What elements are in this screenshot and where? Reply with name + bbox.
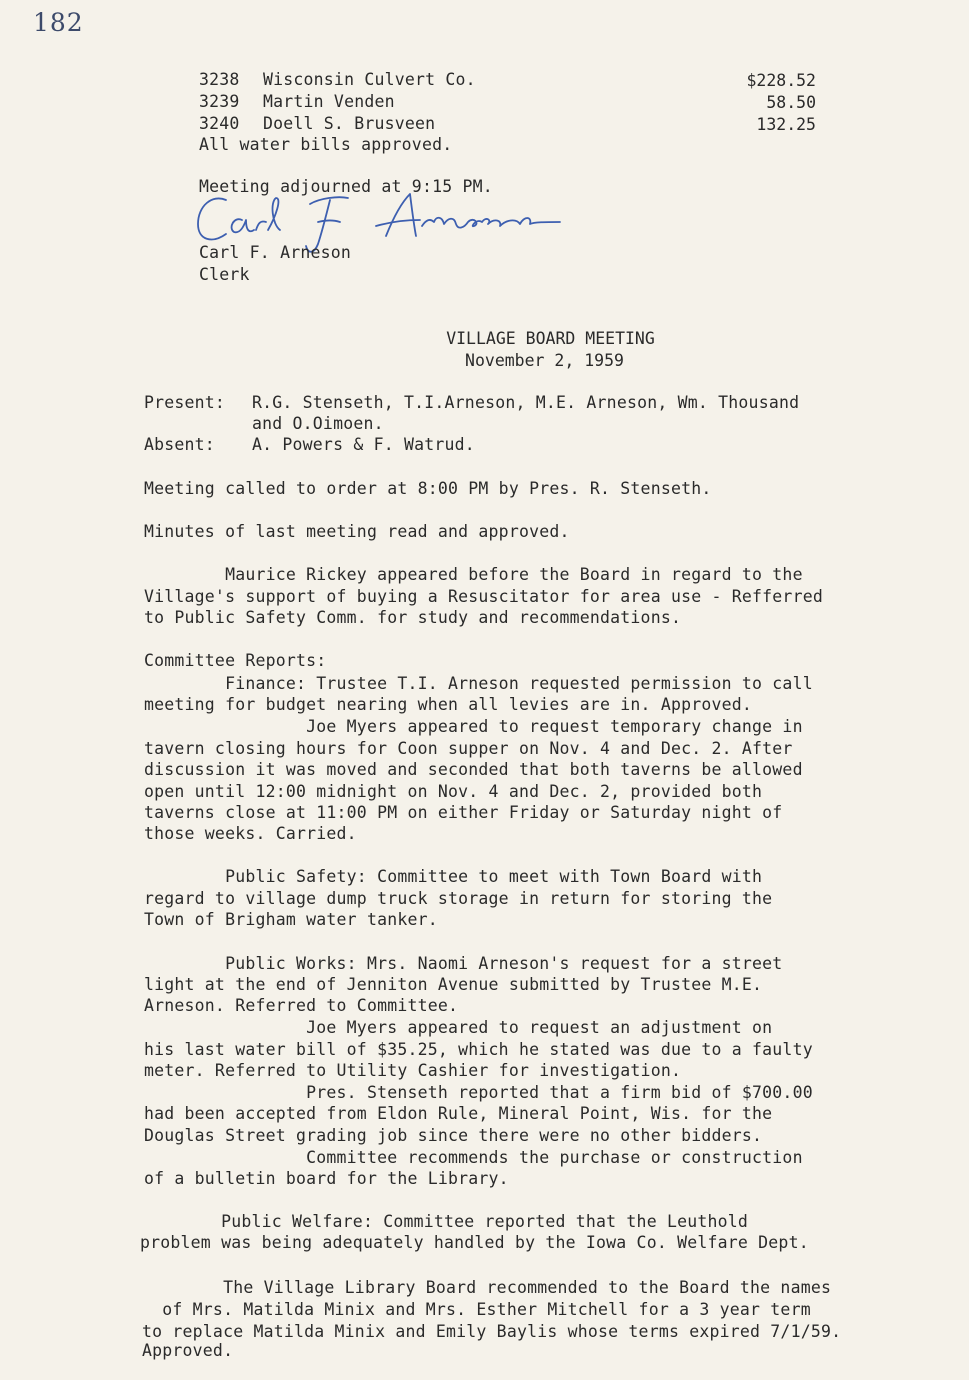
bill-amount: 132.25: [756, 115, 816, 134]
bill-number: 3240: [199, 114, 240, 133]
paragraph-line: discussion it was moved and seconded that both taverns be allowed: [144, 760, 803, 779]
called-to-order: Meeting called to order at 8:00 PM by Pres. R. Stenseth.: [144, 479, 712, 498]
paragraph-line: tavern closing hours for Coon supper on Nov. 4 and Dec. 2. After: [144, 739, 793, 758]
paragraph-line: light at the end of Jenniton Avenue submitted by Trustee M.E.: [144, 975, 763, 994]
paragraph-line: Maurice Rickey appeared before the Board in regard to the: [144, 565, 803, 584]
paragraph-line: Public Welfare: Committee reported that the Leuthold: [140, 1212, 749, 1231]
paragraph-line: to Public Safety Comm. for study and recommendations.: [144, 608, 682, 627]
paragraph-line: Pres. Stenseth reported that a firm bid of $700.00: [144, 1083, 813, 1102]
page-number: 182: [33, 8, 84, 37]
paragraph-line: of Mrs. Matilda Minix and Mrs. Esther Mitchell for a 3 year term: [142, 1300, 811, 1319]
paragraph-line: taverns close at 11:00 PM on either Friday or Saturday night of: [144, 803, 783, 822]
paragraph-line: of a bulletin board for the Library.: [144, 1169, 509, 1188]
paragraph-line: Finance: Trustee T.I. Arneson requested permission to call: [144, 674, 813, 693]
paragraph-line: meter. Referred to Utility Cashier for investigation.: [144, 1061, 682, 1080]
bill-name: Doell S. Brusveen: [263, 114, 436, 133]
bill-number: 3238: [199, 70, 240, 89]
paragraph-line: meeting for budget nearing when all levies are in. Approved.: [144, 695, 753, 714]
paragraph-line: Arneson. Referred to Committee.: [144, 996, 459, 1015]
paragraph-line: problem was being adequately handled by the Iowa Co. Welfare Dept.: [140, 1233, 809, 1252]
present-line: R.G. Stenseth, T.I.Arneson, M.E. Arneson, Wm. Thousand: [252, 393, 800, 412]
bill-amount: 58.50: [766, 93, 816, 112]
bill-amount: $228.52: [746, 71, 816, 90]
paragraph-line: Public Safety: Committee to meet with Town Board with: [144, 867, 763, 886]
paragraph-line: to replace Matilda Minix and Emily Baylis whose terms expired 7/1/59.: [142, 1322, 842, 1341]
paragraph-line: Town of Brigham water tanker.: [144, 910, 438, 929]
paragraph-line: Joe Myers appeared to request temporary change in: [144, 717, 803, 736]
paragraph-line: Village's support of buying a Resuscitator for area use - Refferred: [144, 587, 823, 606]
clerk-title: Clerk: [199, 265, 250, 284]
clerk-name: Carl F. Arneson: [199, 243, 352, 262]
bill-number: 3239: [199, 92, 240, 111]
paragraph-line: open until 12:00 midnight on Nov. 4 and Dec. 2, provided both: [144, 782, 763, 801]
meeting-date: November 2, 1959: [465, 351, 624, 370]
paragraph-line: Public Works: Mrs. Naomi Arneson's request for a street: [144, 954, 783, 973]
paragraph-line: Joe Myers appeared to request an adjustment on: [144, 1018, 773, 1037]
bill-name: Martin Venden: [263, 92, 395, 111]
minutes-approved: Minutes of last meeting read and approved.: [144, 522, 570, 541]
present-label: Present:: [144, 393, 226, 412]
adjourned-line: Meeting adjourned at 9:15 PM.: [199, 177, 493, 196]
meeting-title: VILLAGE BOARD MEETING: [446, 329, 655, 348]
paragraph-line: Douglas Street grading job since there were no other bidders.: [144, 1126, 763, 1145]
paragraph-line: regard to village dump truck storage in return for storing the: [144, 889, 773, 908]
bills-note: All water bills approved.: [199, 135, 453, 154]
paragraph-line: Approved.: [142, 1341, 234, 1360]
paragraph-line: Committee recommends the purchase or construction: [144, 1148, 803, 1167]
paragraph-line: had been accepted from Eldon Rule, Mineral Point, Wis. for the: [144, 1104, 773, 1123]
paragraph-line: The Village Library Board recommended to the Board the names: [142, 1278, 832, 1297]
bill-name: Wisconsin Culvert Co.: [263, 70, 476, 89]
absent-value: A. Powers & F. Watrud.: [252, 435, 475, 454]
paragraph-line: those weeks. Carried.: [144, 824, 357, 843]
committee-reports-heading: Committee Reports:: [144, 651, 327, 670]
paragraph-line: his last water bill of $35.25, which he stated was due to a faulty: [144, 1040, 813, 1059]
absent-label: Absent:: [144, 435, 215, 454]
present-line: and O.Oimoen.: [252, 414, 384, 433]
